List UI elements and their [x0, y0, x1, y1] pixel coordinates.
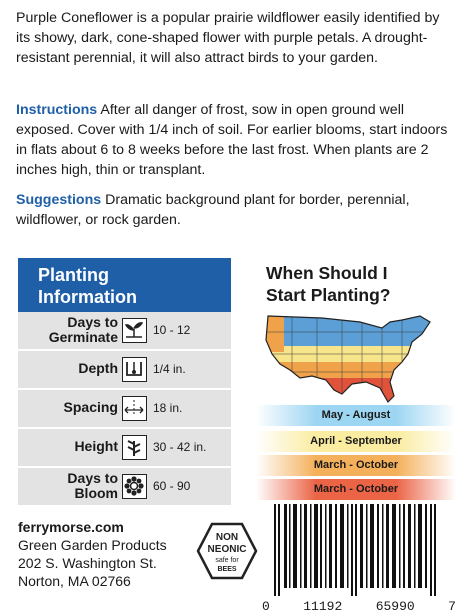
row-label	[18, 471, 118, 501]
suggestions-text: Dramatic background plant for border, perennial, wildflower, or rock garden.	[16, 192, 410, 228]
label-line-1: Days to	[67, 470, 118, 486]
suggestions-label: Suggestions	[16, 192, 102, 208]
us-planting-zone-map	[262, 312, 434, 404]
row-label: Height	[74, 438, 118, 454]
row-value: 60 - 90	[153, 479, 191, 493]
planting-information-table	[18, 258, 231, 507]
instructions-paragraph	[16, 100, 452, 180]
zone-band-1: May - August	[256, 405, 456, 426]
upc-barcode	[262, 504, 456, 614]
instructions-label: Instructions	[16, 102, 98, 118]
seal-line-3: safe for	[215, 557, 239, 564]
non-neonic-seal	[196, 522, 258, 580]
title-line-2: Start Planting?	[266, 285, 391, 305]
website-link[interactable]: ferrymorse.com	[18, 519, 124, 535]
label-line-2: Germinate	[48, 329, 118, 345]
zone-band-3: March - October	[256, 455, 456, 476]
planting-information-heading	[18, 258, 231, 312]
row-germinate	[18, 312, 231, 351]
row-value: 10 - 12	[153, 323, 191, 337]
row-value: 30 - 42 in.	[153, 440, 207, 454]
barcode-bars	[262, 504, 456, 596]
product-description: Purple Coneflower is a popular prairie wildflower easily identified by its showy, dark, cone-shaped flower with purple petals. A drought-resistant perennial, it will also attract birds to your garden.	[16, 10, 440, 66]
flower-icon	[122, 474, 147, 499]
barcode-check-digit: 7	[448, 599, 456, 614]
row-spacing	[18, 390, 231, 429]
row-bloom	[18, 468, 231, 507]
zone-band-2: April - September	[256, 431, 456, 452]
depth-icon	[122, 357, 147, 382]
heading-line-2: Information	[38, 287, 137, 307]
row-value: 18 in.	[153, 401, 183, 415]
barcode-right-group: 65990	[375, 599, 415, 614]
barcode-left-group: 11192	[303, 599, 343, 614]
company-info	[18, 518, 167, 590]
city-state-zip: Norton, MA 02766	[18, 573, 131, 589]
suggestions-paragraph	[16, 190, 452, 230]
seal-line-1: NON	[215, 532, 239, 543]
label-line-1: Days to	[67, 314, 118, 330]
row-label	[18, 315, 118, 345]
street-address: 202 S. Washington St.	[18, 555, 157, 571]
row-height	[18, 429, 231, 468]
plant-height-icon	[122, 435, 147, 460]
row-depth	[18, 351, 231, 390]
heading-line-1: Planting	[38, 265, 109, 285]
row-value: 1/4 in.	[153, 362, 186, 376]
barcode-first-digit: 0	[262, 599, 270, 614]
when-to-plant-title	[266, 262, 390, 306]
instructions-text: After all danger of frost, sow in open ground well exposed. Cover with 1/4 inch of soil. For earlier blooms, start indoors in flats about 6 to 8 weeks before the last frost. When plants are 2 inches high, thin or transplant.	[16, 102, 448, 178]
company-name: Green Garden Products	[18, 537, 167, 553]
title-line-1: When Should I	[266, 263, 388, 283]
seal-line-2: NEONIC	[207, 544, 247, 555]
zone-band-4: March - October	[256, 479, 456, 500]
spacing-icon	[122, 396, 147, 421]
label-line-2: Bloom	[74, 485, 118, 501]
row-label: Spacing	[63, 399, 118, 415]
seedling-icon	[122, 318, 147, 343]
seal-line-4: BEES	[217, 566, 237, 573]
row-label: Depth	[78, 360, 118, 376]
